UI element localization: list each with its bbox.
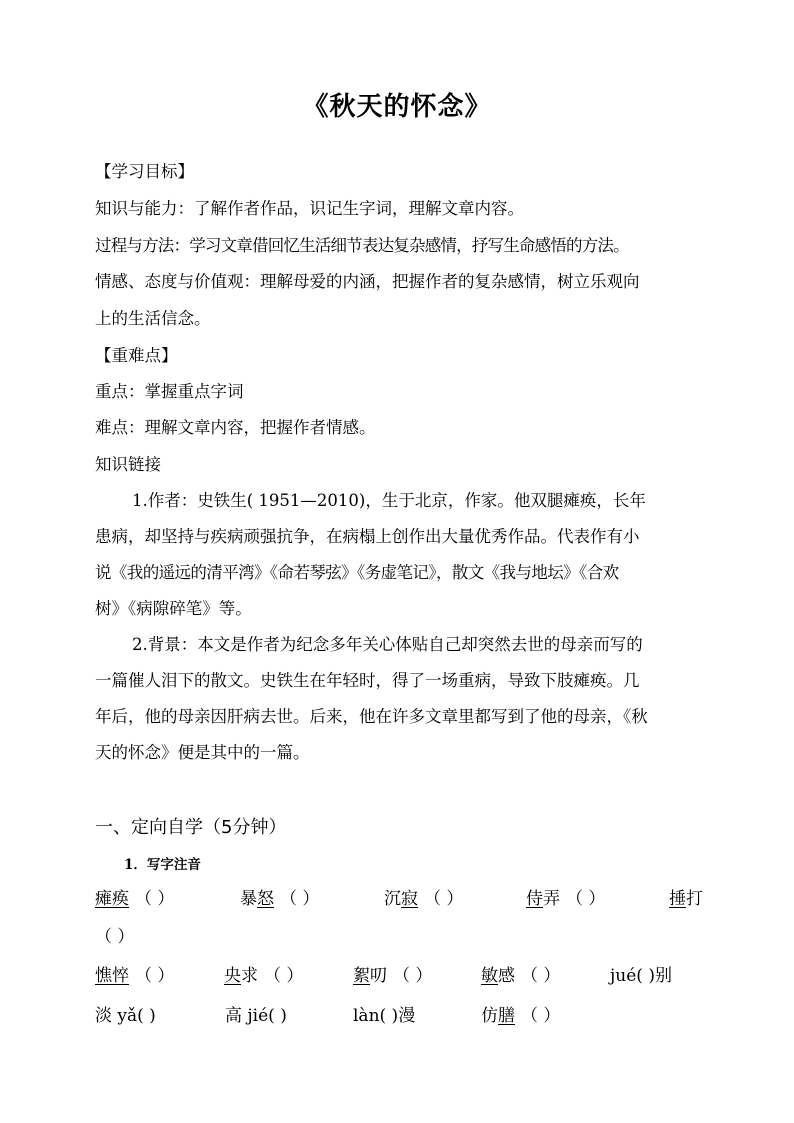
vocab-item: 敏感 （ ）: [481, 966, 561, 986]
goals-heading: 【学习目标】: [95, 162, 194, 181]
goals-line-1: 知识与能力：了解作者作品，识记生字词，理解文章内容。: [95, 199, 524, 218]
link-p1-line-d: 树》《病隙碎笔》等。: [95, 599, 252, 618]
link-p1-line-b: 患病，却坚持与疾病顽强抗争，在病榻上创作出大量优秀作品。代表作有小: [95, 527, 640, 546]
vocab-item: 侍弄 （ ）: [526, 889, 606, 909]
goals-line-2: 过程与方法：学习文章借回忆生活细节表达复杂感情，抒写生命感悟的方法。: [95, 236, 629, 255]
goals-line-3b: 上的生活信念。: [95, 309, 211, 328]
goals-line-3a: 情感、态度与价值观：理解母爱的内涵，把握作者的复杂感情，树立乐观向: [95, 272, 640, 291]
keypoints-line-1: 重点：掌握重点字词: [95, 382, 244, 401]
link-p1-line-c: 说《我的遥远的清平湾》《命若琴弦》《务虚笔记》，散文《我与地坛》《合欢: [95, 563, 619, 582]
vocab-item: 高 jié( ): [225, 1006, 287, 1026]
vocab-item: 瘫痪 （ ）: [95, 889, 175, 909]
link-p1-line-a: 1.作者：史铁生( 1951—2010)，生于北京，作家。他双腿瘫痪，长年: [132, 491, 646, 510]
vocab-item: 淡 yǎ( ): [95, 1006, 156, 1026]
vocab-item: 央求 （ ）: [224, 966, 304, 986]
section1-subheading: 1．写字注音: [124, 857, 201, 873]
section1-heading: 一、定向自学（5分钟）: [95, 817, 287, 838]
vocab-item: 沉寂 （ ）: [384, 889, 464, 909]
vocab-item: 仿膳 （ ）: [481, 1006, 561, 1026]
vocab-item: 捶打: [669, 889, 703, 909]
vocab-item: làn( )漫: [353, 1006, 416, 1026]
vocab-item: jué( )别: [610, 966, 672, 986]
vocab-item: 暴怒 （ ）: [240, 889, 320, 909]
link-p2-line-c: 年后，他的母亲因肝病去世。后来，他在许多文章里都写到了他的母亲，《秋: [95, 707, 648, 726]
vocab-item: 憔悴 （ ）: [95, 966, 175, 986]
vocab-item-paren: （ ）: [95, 927, 135, 947]
link-p2-line-a: 2.背景：本文是作者为纪念多年关心体贴自己却突然去世的母亲而写的: [132, 635, 643, 654]
keypoints-heading: 【重难点】: [95, 346, 178, 365]
keypoints-line-2: 难点：理解文章内容，把握作者情感。: [95, 418, 376, 437]
vocab-item: 絮叨 （ ）: [353, 966, 433, 986]
page-title: 《秋天的怀念》: [302, 92, 492, 122]
link-heading: 知识链接: [95, 455, 161, 474]
link-p2-line-d: 天的怀念》便是其中的一篇。: [95, 743, 310, 762]
link-p2-line-b: 一篇催人泪下的散文。史铁生在年轻时，得了一场重病，导致下肢瘫痪。几: [95, 671, 640, 690]
